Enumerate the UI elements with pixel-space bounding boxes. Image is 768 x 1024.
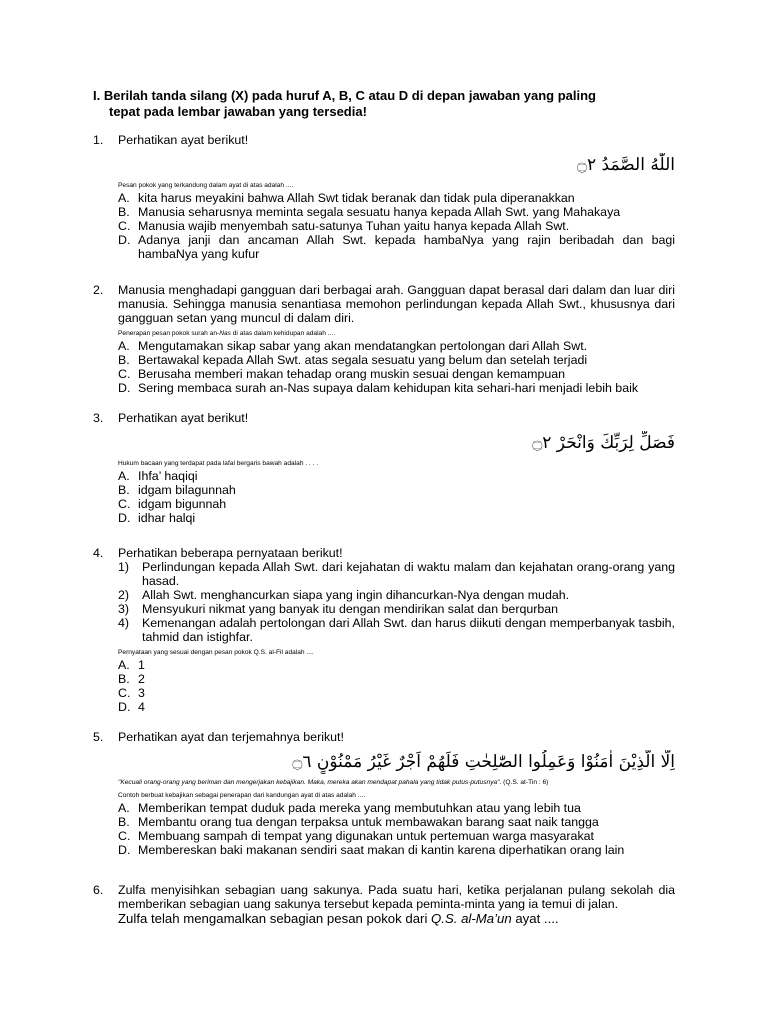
instruction-line-2: tepat pada lembar jawaban yang tersedia! — [109, 104, 367, 119]
arabic-verse: فَصَلِّ لِرَبِّكَ وَانْحَرْ ۝٢ — [532, 433, 675, 453]
option-b[interactable]: B. Manusia seharusnya meminta segala sesuatu hanya kepada Allah Swt. yang Mahakaya — [118, 205, 621, 219]
question-number: 1. — [93, 133, 104, 147]
question-number: 5. — [93, 730, 104, 744]
option-a[interactable]: A. Ihfa’ haqiqi — [118, 469, 198, 483]
question-text: Manusia menghadapi gangguan dari berbagai arah. Gangguan dapat berasal dari dalam dan luar diri manusia. Sehingga manusia senantiasa memohon perlindungan kepada Allah Swt., khususnya dari gangguan setan yang muncul di dalam diri. — [118, 283, 675, 325]
option-a[interactable]: A. Memberikan tempat duduk pada mereka yang membutuhkan atau yang lebih tua — [118, 801, 581, 815]
question-prompt: Contoh berbuat kebajikan sebagai penerapan dari kandungan ayat di atas adalah .... — [118, 792, 366, 799]
statement-4: 4) Kemenangan adalah pertolongan dari Allah Swt. dan harus diikuti dengan memperbanyak tasbih, tahmid dan istighfar. — [118, 616, 675, 644]
arabic-verse: اللّٰهُ الصَّمَدُ ۝٢ — [577, 155, 675, 175]
question-prompt: Penerapan pesan pokok surah an-Nas di atas dalam kehidupan adalah .... — [118, 330, 336, 337]
question-6 — [93, 883, 675, 927]
option-b[interactable]: B. 2 — [118, 672, 145, 686]
question-final-line: Zulfa telah mengamalkan sebagian pesan pokok dari Q.S. al-Ma’un ayat .... — [118, 911, 559, 926]
option-d[interactable]: D. idhar halqi — [118, 511, 196, 525]
question-2 — [93, 283, 675, 395]
option-c[interactable]: C. 3 — [118, 686, 145, 700]
option-d[interactable]: D. Adanya janji dan ancaman Allah Swt. kepada hambaNya yang rajin beribadah dan bagi hambaNya yang kufur — [118, 233, 675, 261]
question-number: 4. — [93, 546, 104, 560]
question-text: Perhatikan beberapa pernyataan berikut! — [118, 546, 343, 560]
question-text: Perhatikan ayat dan terjemahnya berikut! — [118, 730, 344, 744]
question-1 — [93, 133, 675, 261]
question-text: Perhatikan ayat berikut! — [118, 411, 249, 425]
question-text: Perhatikan ayat berikut! — [118, 133, 249, 147]
option-b[interactable]: B. Membantu orang tua dengan terpaksa untuk membawakan barang saat naik tangga — [118, 815, 599, 829]
question-number: 6. — [93, 883, 104, 897]
option-a[interactable]: A. 1 — [118, 658, 145, 672]
option-d[interactable]: D. Membereskan baki makanan sendiri saat makan di kantin karena diperhatikan orang lain — [118, 843, 625, 857]
option-b[interactable]: B. Bertawakal kepada Allah Swt. atas segala sesuatu yang belum dan setelah terjadi — [118, 353, 588, 367]
option-d[interactable]: D. Sering membaca surah an-Nas supaya dalam kehidupan kita sehari-hari menjadi lebih baik — [118, 381, 639, 395]
option-a[interactable]: A. Mengutamakan sikap sabar yang akan mendatangkan pertolongan dari Allah Swt. — [118, 339, 588, 353]
statement-2: 2) Allah Swt. menghancurkan siapa yang ingin dihancurkan-Nya dengan mudah. — [118, 588, 570, 602]
option-b[interactable]: B. idgam bilagunnah — [118, 483, 236, 497]
instruction-line-1: I. Berilah tanda silang (X) pada huruf A, B, C atau D di depan jawaban yang paling — [93, 88, 596, 103]
statement-3: 3) Mensyukuri nikmat yang banyak itu dengan mendirikan salat dan berqurban — [118, 602, 559, 616]
arabic-verse: اِلَّا الَّذِيْنَ اٰمَنُوْا وَعَمِلُوا الصّٰلِحٰتِ فَلَهُمْ اَجْرٌ غَيْرُ مَمْنُوْنٍ ۝٦ — [292, 752, 675, 772]
option-c[interactable]: C. Berusaha memberi makan tehadap orang muskin sesuai dengan kemampuan — [118, 367, 566, 381]
section-instructions — [93, 88, 675, 120]
question-text: Zulfa menyisihkan sebagian uang sakunya. Pada suatu hari, ketika perjalanan pulang sekolah dia memberikan sebagian uang sakunya tersebut kepada peminta-minta yang ia temui di jalan. — [118, 883, 675, 911]
question-3 — [93, 411, 675, 525]
question-4 — [93, 546, 675, 714]
question-prompt: Pernyataan yang sesuai dengan pesan pokok Q.S. al-Fil adalah .... — [118, 649, 314, 656]
question-number: 3. — [93, 411, 104, 425]
question-prompt: Pesan pokok yang terkandung dalam ayat di atas adalah .... — [118, 182, 294, 189]
verse-translation: "Kecuali orang-orang yang beriman dan mengerjakan kebajikan. Maka, mereka akan mendapat pahala yang tidak putus-putusnya". (Q.S. at-Tin : 6) — [118, 779, 549, 786]
statement-1: 1) Perlindungan kepada Allah Swt. dari kejahatan di waktu malam dan kejahatan orang-orang yang hasad. — [118, 560, 675, 588]
question-number: 2. — [93, 283, 104, 297]
option-c[interactable]: C. idgam bigunnah — [118, 497, 227, 511]
option-c[interactable]: C. Membuang sampah di tempat yang digunakan untuk pertemuan warga masyarakat — [118, 829, 594, 843]
question-prompt: Hukum bacaan yang terdapat pada lafal bergaris bawah adalah . . . . — [118, 460, 319, 467]
question-5 — [93, 730, 675, 857]
option-c[interactable]: C. Manusia wajib menyembah satu-satunya Tuhan yaitu hanya kepada Allah Swt. — [118, 219, 570, 233]
option-a[interactable]: A. kita harus meyakini bahwa Allah Swt tidak beranak dan tidak pula diperanakkan — [118, 191, 575, 205]
option-d[interactable]: D. 4 — [118, 700, 145, 714]
